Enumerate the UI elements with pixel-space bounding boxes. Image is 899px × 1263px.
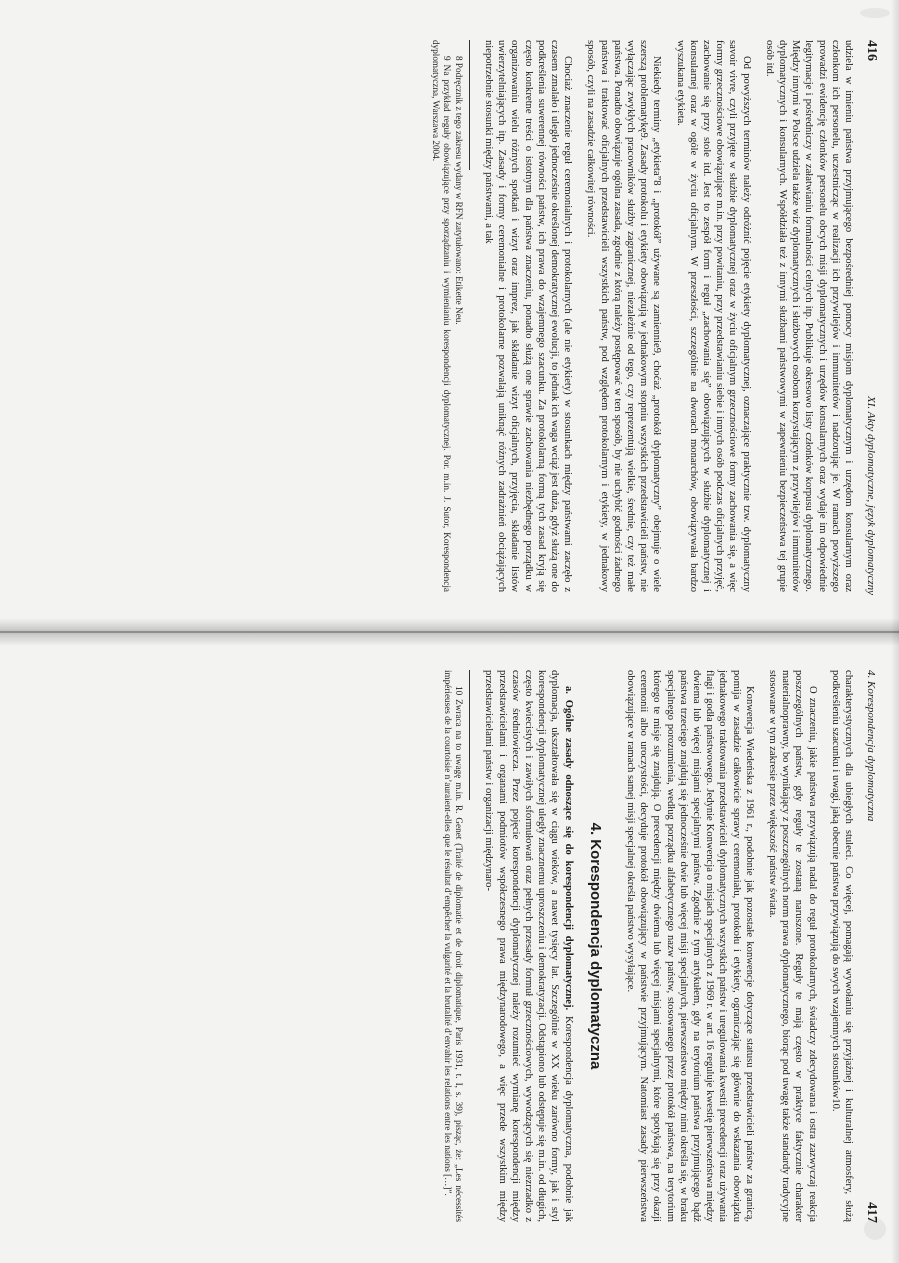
paragraph-text: Korespondencja dyplomatyczna, podobnie jak dyplomacja, ukształtowała się w ciągu wieków, a nawet tysięcy lat. Szczególnie w XX wieku zarówno formy, jak i styl korespondencji dyplomatycznej uległy znacznemu uproszczeniu i demokratyzacji. Odstąpiono lub odstępuje się m.in. od długich, często kwiecistych i zawiłych sformułowań oraz pełnych przesady formuł grzecznościowych, wywodzących się niezrzadko z czasów średniowiecza. Przez pojęcie korespondencji dyplomatycznej należy rozumieć wymianę korespondencji między przedstawicielami i organami podmiotów współczesnego prawa międzynarodowego, a więc przede wszystkim między przedstawicielami państw i organizacji międzynaro- [483, 670, 574, 1222]
paragraph: Konwencja Wiedeńska z 1961 r., podobnie jak pozostałe konwencje dotyczące statusu przedstawicieli państw za granicą, pomija w zasadzie całkowicie sprawy ceremoniału, protokołu i etykiety, ograniczając się głównie do wskazania obowiązku jednakowego traktowania przedstawicieli dyplomatycznych wszystkich państw i uregulowania kwestii precedencji oraz używania flagi i godła państwowego. Jedynie Konwencja o misjach specjalnych z 1969 r. w art. 16 reguluje kwestię pierwszeństwa między dwiema lub więcej misjami specjalnymi państw. Zgodnie z tym artykułem, gdy na terytorium państwa przyjmującego bądź państwa trzeciego znajdują się jednocześnie dwie lub więcej misji specjalnych, pierwszeństwo między nimi określa się, w braku specjalnego porozumienia, według porządku alfabetycznego nazw państw, stosowanego przez protokół państwa, na terytorium którego te misje się znajdują. O precedencji między dwiema lub więcej misjami specjalnymi, które spotykają się przy okazji ceremonii albo uroczystości, decyduje protokół obowiązujący w państwie przyjmującym. Natomiast zasady pierwszeństwa obowiązujące w ramach samej misji specjalnej określa państwo wysyłające. [624, 670, 755, 1222]
scan-smudge [860, 8, 890, 18]
scan-smudge [864, 1218, 886, 1240]
subsection-lead: a. Ogólne zasady odnoszące się do korespondencji dyplomatycznej. [562, 686, 574, 1011]
right-page-body [441, 670, 855, 1222]
paragraph: charakterystycznych dla ubiegłych stuleci. Co więcej, pomagają wywołaniu się przyjaźnej i kulturalnej atmosfery, służą podkreśleniu szacunku i uwagi, jaką obecnie państwa przywiązują do swych wzajemnych stosunków10. [829, 670, 854, 1222]
paragraph [482, 670, 574, 1222]
footnote: 10 Zwraca na to uwagę m.in. R. Genet (Traité de diplomatie et de droit diplomatique, Paris 1931, t. I, s. 39), pisząc, że: „Les nécessités impérieuses de la courtoisie n’auraient-elles que le résultat d’empêcher la vulgarité et la brutalité d’envahir les relations entre les nations […]”. [442, 670, 465, 1222]
paragraph: Niekiedy terminy „etykieta”8 i „protokół” używane są zamiennie9, choćaż „protokół dyplomatyczny” obejmuje o wiele szerszą problematykę9. Zasady protokolu i etykiety obowiązują w jednakowym stopniu wszystkich przedstawicieli państw, nie wyłączając zwykłych pracowników służby zagranicznej, niezależnie od tego, czy reprezentują wielkie, średnie, czy też małe państwa. Ponadto obowiązuje ogólna zasada, zgodnie z którą należy postępować w ten sposób, by nie uchybić godności żadnego państwa i traktować oficjalnych przedstawicieli wszystkich państw, pod względem protokolarnym i etykiety, w jednakowy sposób, czyli na zasadzie całkowitej równości. [585, 40, 663, 592]
footnote-rule [469, 40, 470, 170]
footnote: 8 Podręcznik z tego zakresu wydany w RFN zatytułowano: Etikette Neu. [453, 56, 464, 325]
left-page [0, 0, 899, 631]
page-number: 417 [864, 1202, 879, 1223]
running-head: XI. Akty dyplomatyczne, język dyplomatyczny [865, 396, 877, 595]
right-page [0, 632, 899, 1263]
page-number: 416 [864, 40, 879, 61]
paragraph: Od powyższych terminów należy odróżnić pojęcie etykiety dyplomatycznej, oznaczające praktycznie tzw. dyplomatyczny savoir vivre, czyli przyjęte w służbie dyplomatycznej oraz w życiu oficjalnym grzecznościowe formy zachowania się, a więc formy grzecznościowe obowiązujące m.in. przy powitaniu, przy przedstawianiu siebie i innych osób podczas oficjalnych przyjęć, zachowanie się przy stole itd. Jest to zespół form i reguł „zachowania się” obowiązujących w służbie dyplomatycznej i konsularnej oraz w ogóle w życiu oficjalnym. W przeszłości, szczególnie na dworach monarchów, obowiązywała bardzo wyszukana etykieta. [674, 40, 752, 592]
right-page-header [861, 670, 879, 1223]
left-page-header [861, 40, 879, 595]
running-head: 4. Korespondencja dyplomatyczna [865, 670, 877, 822]
paragraph: O znaczeniu, jakie państwa przywiązują nadal do reguł protokolarnych, świadczy zdecydowana i ostra zazwyczaj reakcja poszczególnych państw, gdy reguły te zostaną naruszone. Reguły te mają często w praktyce faktycznie charakter materialnoprawny, bo wynikający z poszczególnych norm prawa dyplomatycznego, biorąc pod uwagę także standardy tradycyjne stosowane w tym zakresie przez większość państw świata. [766, 670, 818, 1222]
section-heading: 4. Korespondencja dyplomatyczna [586, 822, 604, 1070]
footnote: 9 Na przykład reguły obowiązujące przy sporządzaniu i wymienianiu korespondencji dyplomatycznej. Por. m.in. J. Sutor, Korespondencja dyplomatyczna, Warszawa 2004. [430, 40, 453, 592]
footnote-rule [469, 670, 470, 800]
left-page-body [430, 40, 856, 592]
paragraph: Chociaż znaczenie reguł ceremonialnych i protokolarnych (ale nie etykiety) w stosunkach między państwami zaczęło z czasem zmalało i uległo jednocześnie określonej demokratycznej ewolucji, to jednak ich waga wciąż jest duża, gdyż służą one do podkreślenia suwerennej równości państw, ich prawa do wzajemnego szacunku. Za protokolarną formą tych zasad kryją się często konkretne treści o istotnym dla państwa znaczeniu, ponadto służą one sprawie zachowania niezbędnego porządku w organizowaniu wielu różnych spotkań i wizyt oraz imprez, jak składanie wizyt oficjalnych, przyjęcia, składanie listów uwierzytelniających itp. Zasady i formy ceremonialne i protokolarne pozwalają uniknąć różnych zadrażnień obciążających niepotrzebnie stosunki między państwami, a tak [482, 40, 574, 592]
paragraph: udziela w imieniu państwa przyjmującego bezpośredniej pomocy misjom dyplomatycznym i urzędom konsularnym oraz członkom ich personelu, uczestnicząc w realizacji ich przywilejów i immunitetów i nadzorując je. W ramach powyższego prowadzi ewidencję członków personelu obcych misji dyplomatycznych i urzędów konsularnych oraz wydaje im odpowiednie legitymacje i pośredniczy w załatwianiu formalności celnych itp. Publikuje okresowo listy członków korpusu dyplomatycznego. Między innymi w Polsce udziela także wiz dyplomatycznych i służbowych osobom korzystającym z przywilejów i immunitetów dyplomatycznych i konsularnych. Współdziała też z innymi służbami państwowymi w zapewnieniu bezpieczeństwa tej grupie osób itd. [763, 40, 854, 592]
